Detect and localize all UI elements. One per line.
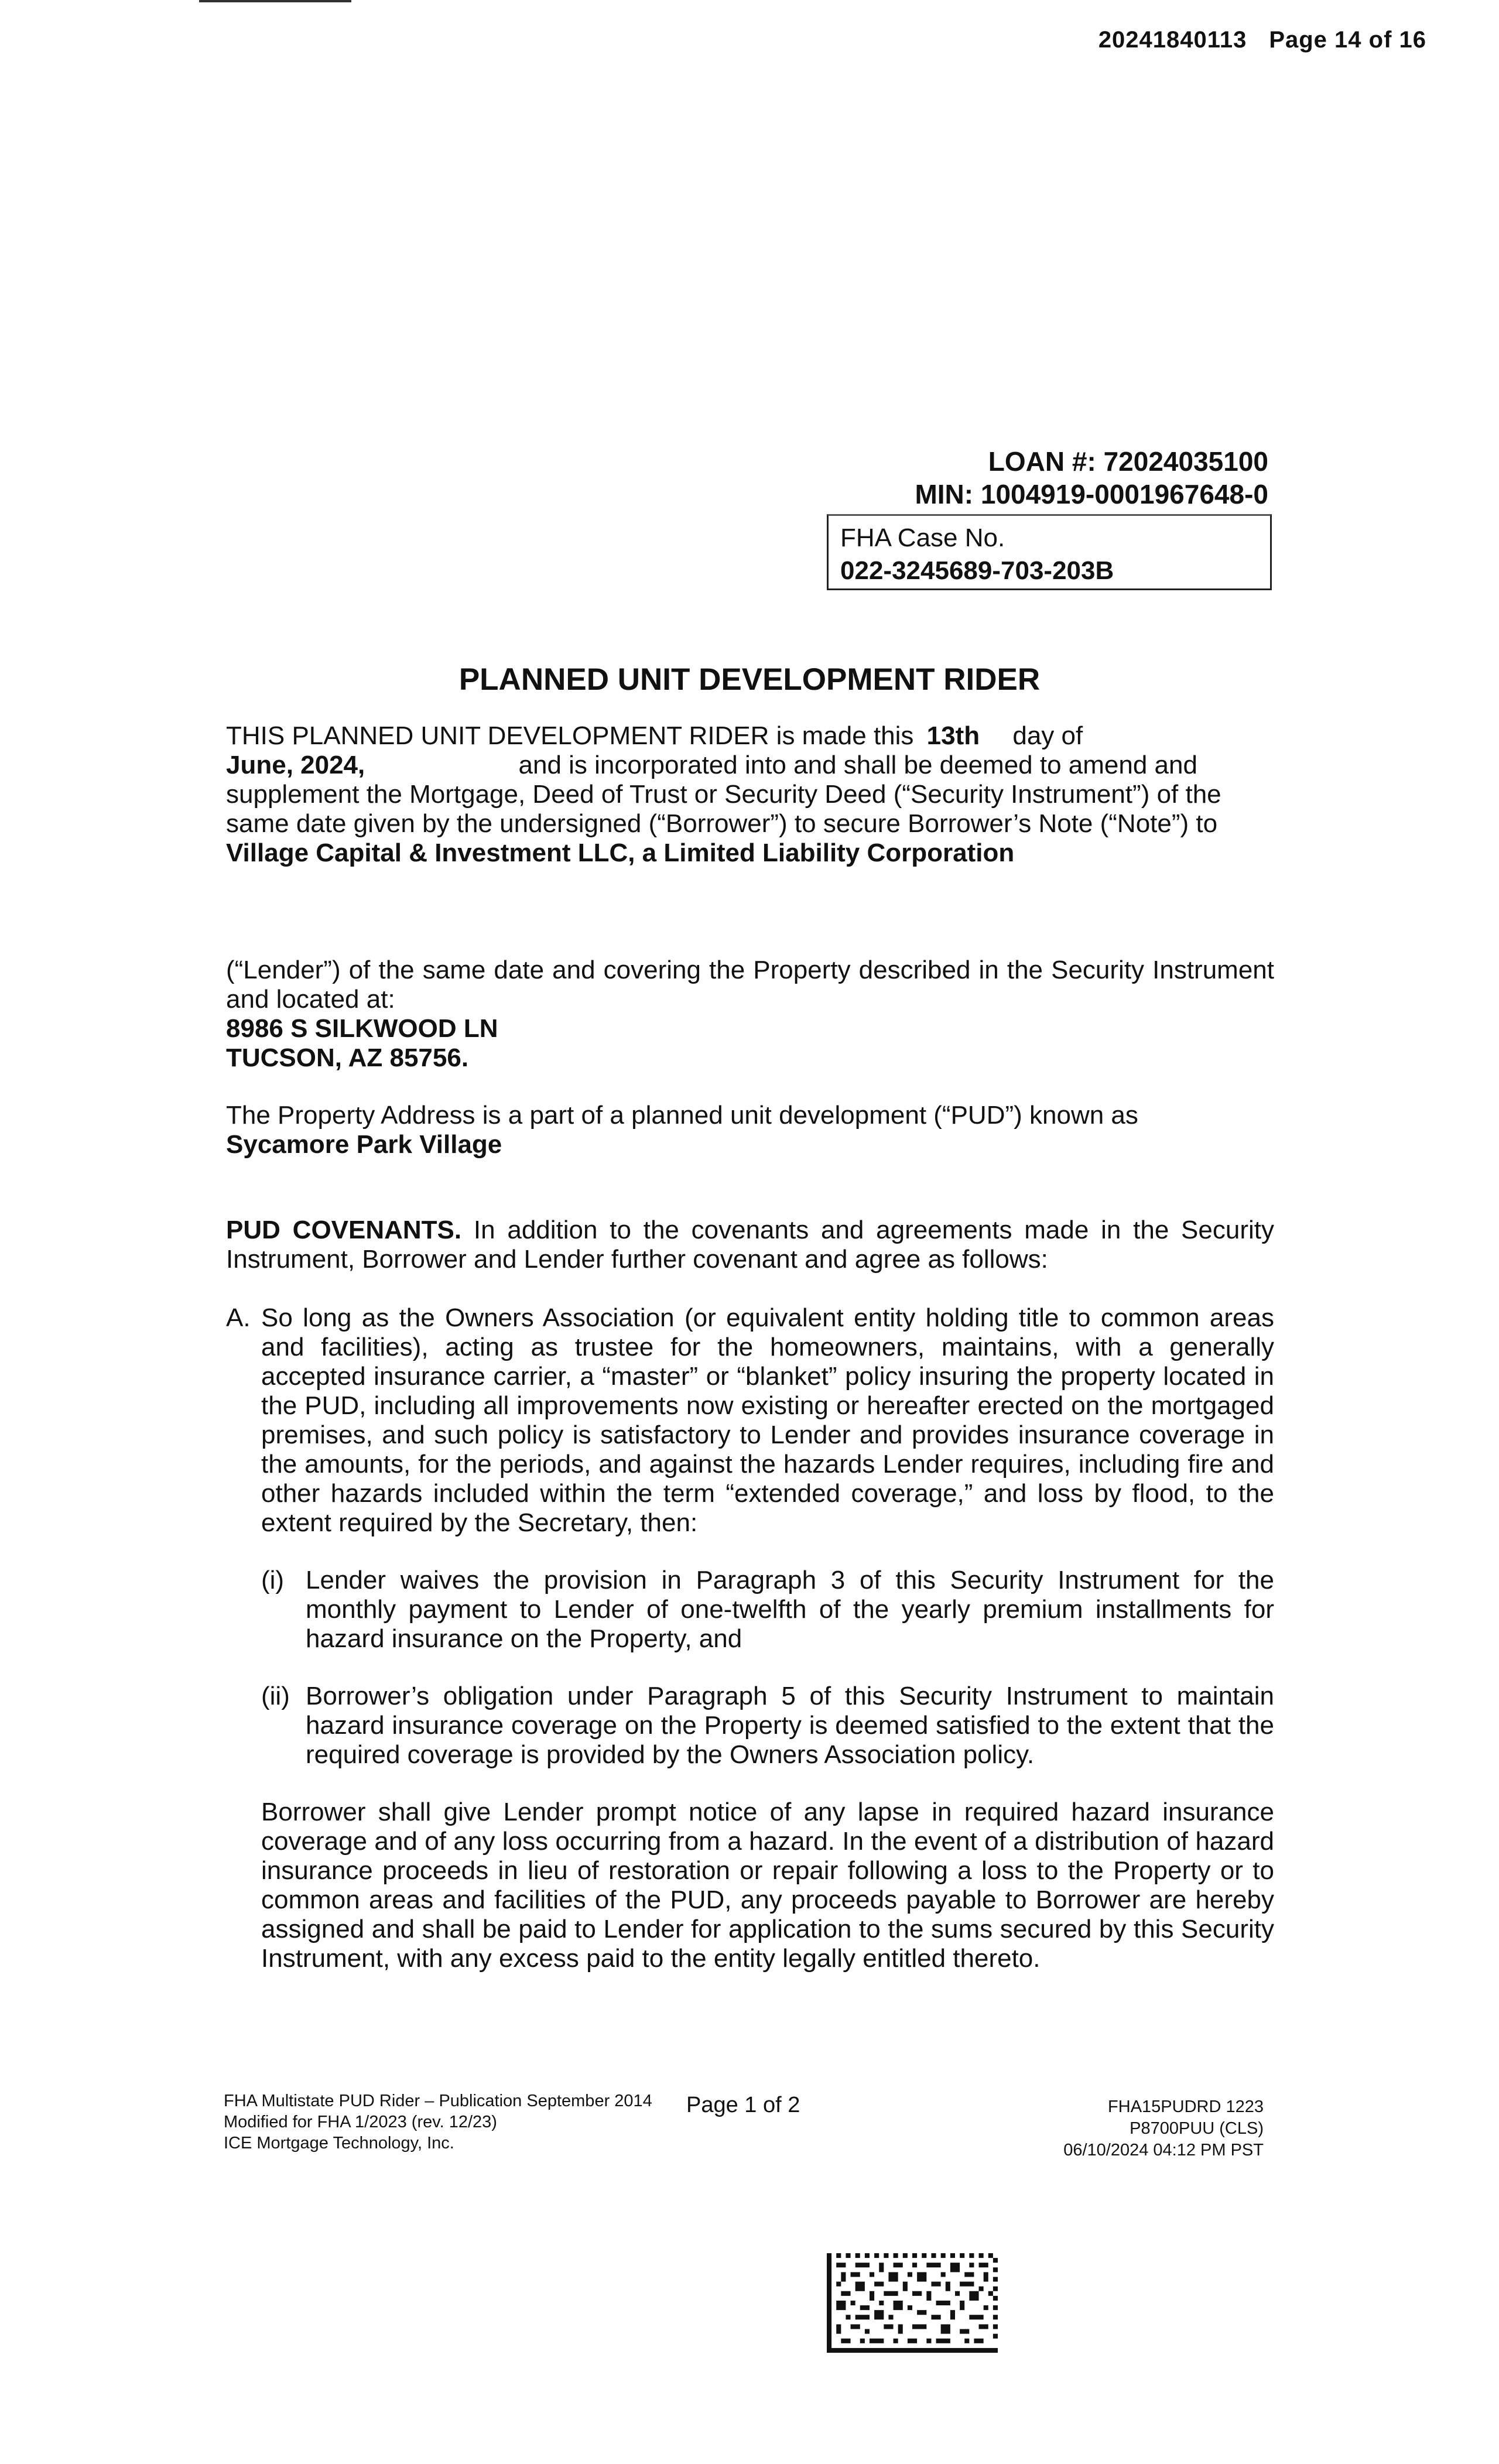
intro-line2: and is incorporated into and shall be deemed to amend and [518,751,1197,779]
address-line1: 8986 S SILKWOOD LN [226,1014,498,1043]
footer-form-title: FHA Multistate PUD Rider – Publication September 2014 [224,2092,652,2110]
notice-paragraph: Borrower shall give Lender prompt notice of any lapse in required hazard insurance coverage and of any loss occurring from a hazard. In the event of a distribution of hazard insurance proceeds in lieu of restoration or repair following a loss to the Property or to common areas and facilities of the PUD, any proceeds payable to Borrower are hereby assigned and shall be paid to Lender for application to the sums secured by this Security Instrument, with any excess paid to the entity legally entitled thereto. [261,1798,1274,1973]
clause-i-label: (i) [261,1566,285,1594]
property-paragraph [226,956,1274,1073]
min-number: MIN: 1004919-0001967648-0 [915,479,1268,509]
pud-name: Sycamore Park Village [226,1130,502,1159]
loan-number: LOAN #: 72024035100 [988,446,1268,477]
covenants-heading: PUD COVENANTS. [226,1216,462,1244]
fha-case-box [827,514,1272,590]
page-header [1098,27,1426,53]
intro-paragraph [226,721,1274,868]
intro-line4: same date given by the undersigned (“Borrower”) to secure Borrower’s Note (“Note”) to [226,809,1218,838]
fha-case-label: FHA Case No. [840,523,1005,552]
clause-a-text: So long as the Owners Association (or equivalent entity holding title to common areas and facilities), acting as trustee for the homeowners, maintains, with a generally accepted insurance carrier, a “master” or “blanket” policy insuring the property located in the PUD, including all improvements now existing or hereafter erected on the mortgaged premises, and such policy is satisfactory to Lender and provides insurance coverage in the amounts, for the periods, and against the hazards Lender requires, including fire and other hazards included within the term “extended coverage,” and loss by flood, to the extent required by the Secretary, then: [261,1303,1274,1537]
clause-a-label: A. [226,1303,251,1332]
footer-form-code: FHA15PUDRD 1223 [1108,2097,1264,2116]
pud-covenants-paragraph [226,1216,1274,1274]
intro-line3: supplement the Mortgage, Deed of Trust or Security Deed (“Security Instrument”) of the [226,780,1221,809]
footer-form-id: P8700PUU (CLS) [1130,2119,1264,2138]
intro-day: 13th [926,721,980,750]
intro-prefix: THIS PLANNED UNIT DEVELOPMENT RIDER is made this [226,721,914,750]
fha-case-number: 022-3245689-703-203B [840,556,1114,585]
clause-ii-text: Borrower’s obligation under Paragraph 5 of this Security Instrument to maintain hazard insurance coverage on the Property is deemed satisfied to the extent that the required coverage is provided by the Owners Association policy. [306,1682,1274,1769]
pud-paragraph [226,1101,1274,1159]
footer-modified: Modified for FHA 1/2023 (rev. 12/23) [224,2113,497,2131]
address-line2: TUCSON, AZ 85756. [226,1043,469,1072]
clause-ii-label: (ii) [261,1682,290,1710]
footer-page-number: Page 1 of 2 [686,2093,800,2117]
document-number: 20241840113 [1098,27,1247,53]
covenants-intro: In addition to the covenants and agreements made in the Security Instrument, Borrower and Lender further covenant and agree as follows: [226,1216,1274,1274]
scan-edge-rule [199,0,351,2]
intro-day-of: day of [1012,721,1083,750]
barcode-icon [827,2253,998,2353]
pud-text: The Property Address is a part of a planned unit development (“PUD”) known as [226,1101,1138,1130]
document-title: PLANNED UNIT DEVELOPMENT RIDER [458,662,1041,697]
loan-identifiers [915,445,1268,511]
clause-i-text: Lender waives the provision in Paragraph 3 of this Security Instrument for the monthly payment to Lender of one-twelfth of the yearly premium installments for hazard insurance on the Property, and [306,1566,1274,1653]
footer-timestamp: 06/10/2024 04:12 PM PST [1063,2141,1264,2160]
footer-left [224,2090,652,2154]
property-text: (“Lender”) of the same date and covering the Property described in the Security Instrument and located at: [226,956,1274,1014]
footer-publisher: ICE Mortgage Technology, Inc. [224,2134,454,2152]
footer-right [1063,2096,1264,2161]
intro-date: June, 2024, [226,751,365,779]
page-indicator: Page 14 of 16 [1269,27,1426,53]
lender-name: Village Capital & Investment LLC, a Limited Liability Corporation [226,839,1015,867]
